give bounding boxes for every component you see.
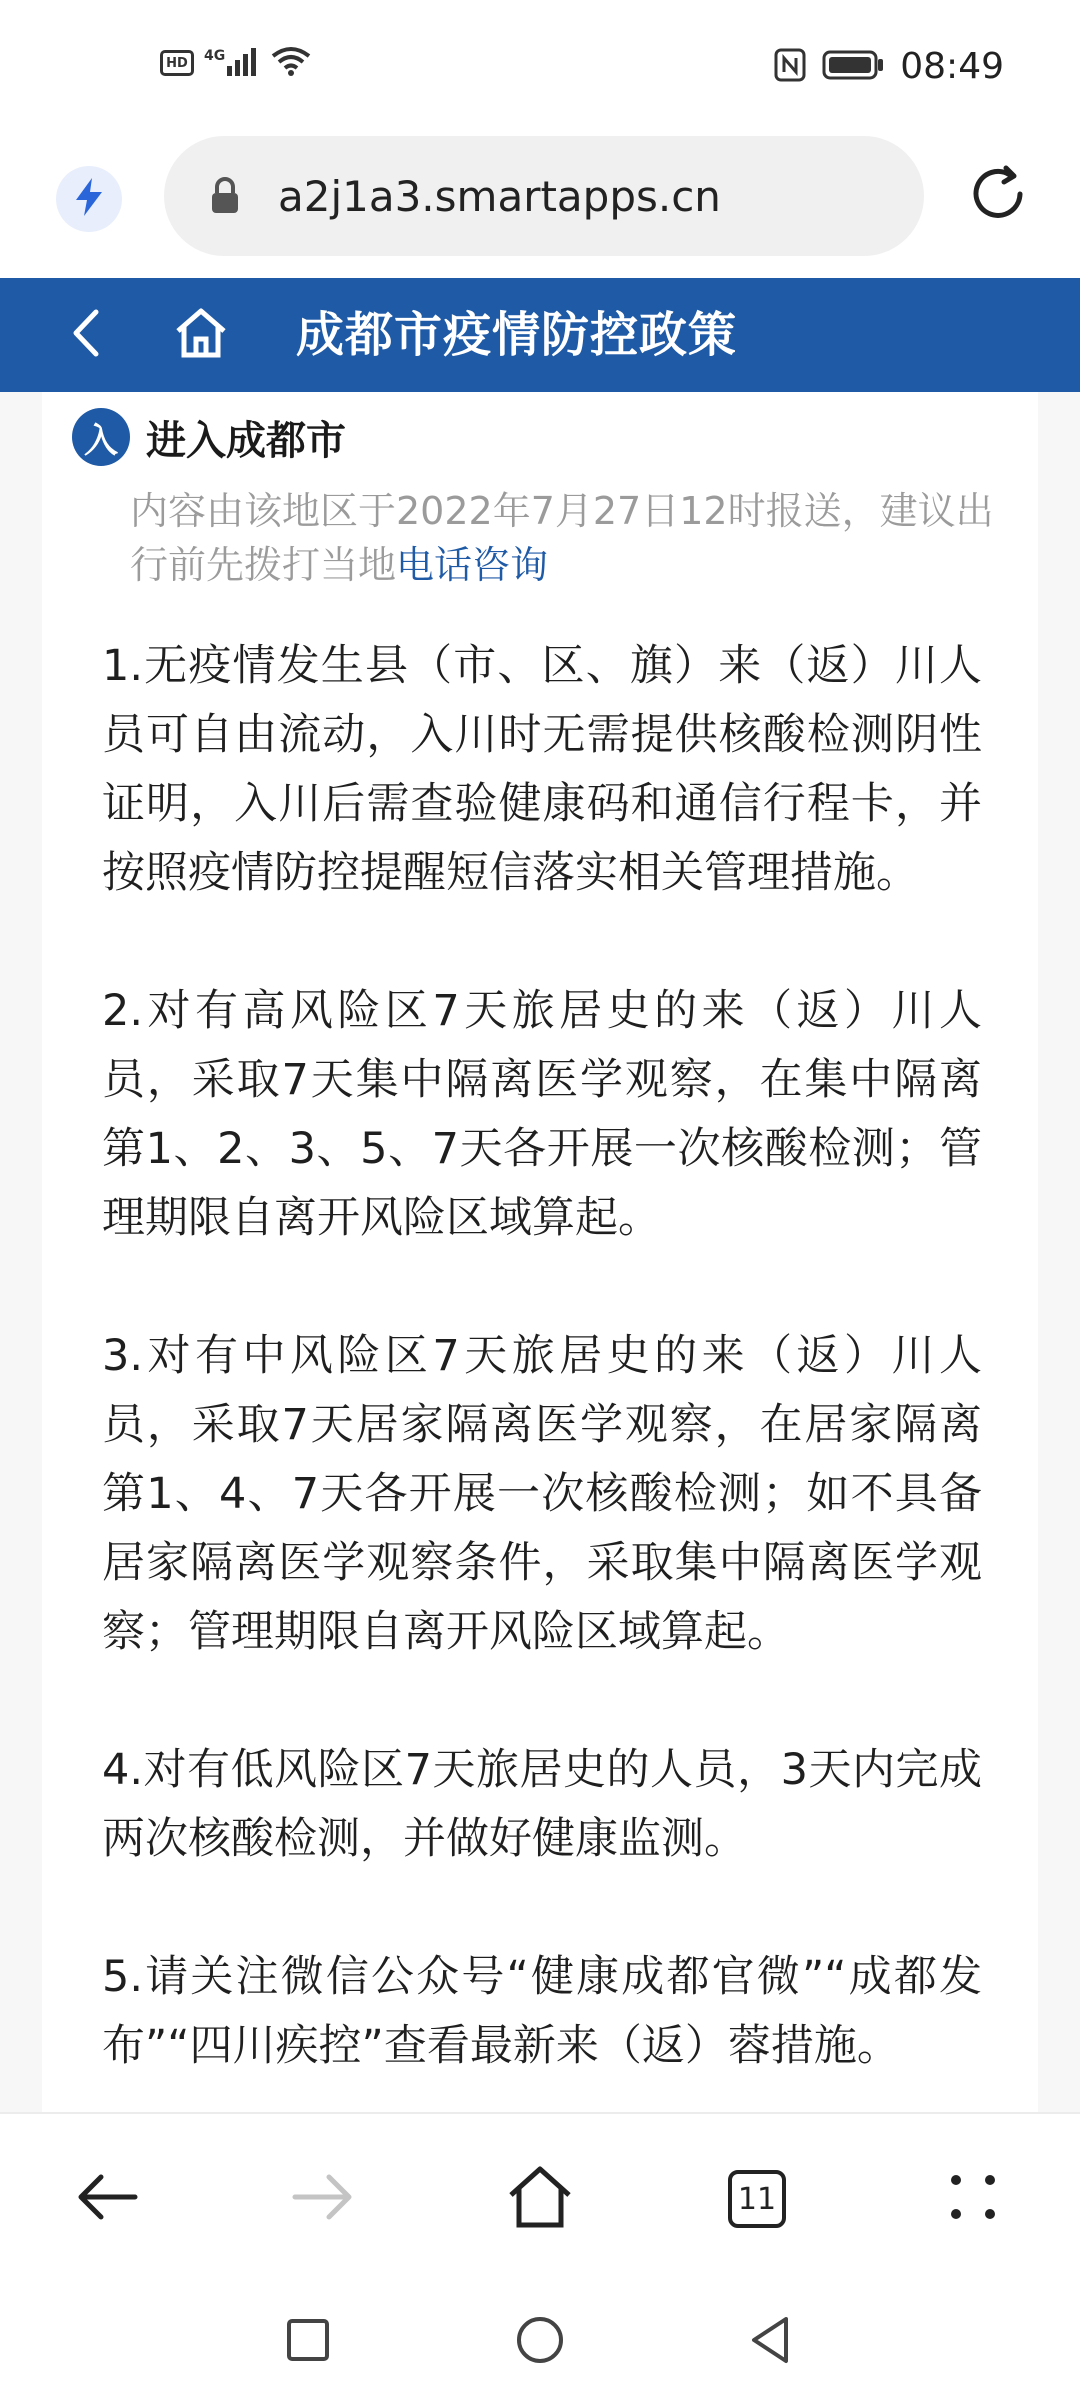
report-notice (130, 484, 1010, 592)
nav-forward-button[interactable] (278, 2154, 368, 2244)
lock-icon (206, 176, 244, 216)
app-header (0, 278, 1080, 392)
rule-item: 2.对有高风险区7天旅居史的来（返）川人员，采取7天集中隔离医学观察，在集中隔离第1、2、3、5、7天各开展一次核酸检测；管理期限自离开风险区域算起。 (102, 986, 982, 1243)
battery-icon (822, 50, 884, 84)
content-area[interactable] (0, 392, 1080, 2112)
reload-icon (966, 162, 1030, 230)
grid-dots-icon (948, 2172, 998, 2226)
header-home-button[interactable] (166, 300, 236, 370)
browser-bottom-nav (0, 2112, 1080, 2286)
rule-item: 1.无疫情发生县（市、区、旗）来（返）川人员可自由流动，入川时无需提供核酸检测阴性证明，入川后需查验健康码和通信行程卡，并按照疫情防控提醒短信落实相关管理措施。 (102, 641, 982, 898)
nav-tabs-button[interactable] (712, 2154, 802, 2244)
hd-icon: HD (160, 50, 194, 76)
rule-item: 5.请关注微信公众号“健康成都官微”“成都发布”“四川疾控”查看最新来（返）蓉措施。 (102, 1952, 982, 2071)
tab-count-badge: 11 (728, 2170, 786, 2228)
notice-text: 内容由该地区于2022年7月27日12时报送，建议出行前先拨打当地 (130, 489, 994, 587)
status-right (774, 46, 1004, 87)
policy-card (42, 392, 1038, 2112)
address-bar[interactable] (164, 136, 924, 256)
phone-consult-link[interactable]: 电话咨询 (396, 543, 549, 587)
section-header (72, 408, 346, 466)
home-icon (507, 2165, 573, 2233)
rule-item: 3.对有中风险区7天旅居史的来（返）川人员，采取7天居家隔离医学观察，在居家隔离第1、4、7天各开展一次核酸检测；如不具备居家隔离医学观察条件，采取集中隔离医学观察；管理期限自离开风险区域算起。 (102, 1331, 982, 1657)
nav-home-button[interactable] (495, 2154, 585, 2244)
browser-toolbar (0, 136, 1080, 278)
triangle-back-icon (748, 2315, 792, 2369)
section-title: 进入成都市 (146, 417, 346, 464)
arrow-left-icon (75, 2173, 139, 2225)
wifi-icon (271, 46, 311, 80)
reload-button[interactable] (960, 158, 1036, 234)
circle-icon (515, 2315, 565, 2369)
rule-item: 4.对有低风险区7天旅居史的人员，3天内完成两次核酸检测，并做好健康监测。 (102, 1745, 982, 1864)
home-icon (174, 307, 228, 363)
header-back-button[interactable] (50, 300, 120, 370)
status-bar (0, 0, 1080, 136)
status-time: 08:49 (900, 46, 1004, 87)
lightning-icon (74, 178, 104, 220)
square-icon (286, 2318, 330, 2366)
chevron-left-icon (70, 308, 100, 362)
nav-back-button[interactable] (62, 2154, 152, 2244)
system-back-button[interactable] (738, 2310, 802, 2374)
signal-icon (227, 46, 261, 80)
page-title: 成都市疫情防控政策 (296, 307, 738, 363)
system-home-button[interactable] (508, 2310, 572, 2374)
nfc-icon (774, 48, 806, 86)
status-left (160, 46, 311, 80)
network-type-label: 4G (204, 48, 226, 64)
nav-menu-button[interactable] (928, 2154, 1018, 2244)
enter-badge-icon: 入 (72, 408, 130, 466)
system-nav-bar (0, 2286, 1080, 2400)
recents-button[interactable] (276, 2310, 340, 2374)
policy-rules (102, 632, 982, 2112)
url-text: a2j1a3.smartapps.cn (278, 171, 721, 221)
quick-app-button[interactable] (56, 166, 122, 232)
arrow-right-icon (291, 2173, 355, 2225)
